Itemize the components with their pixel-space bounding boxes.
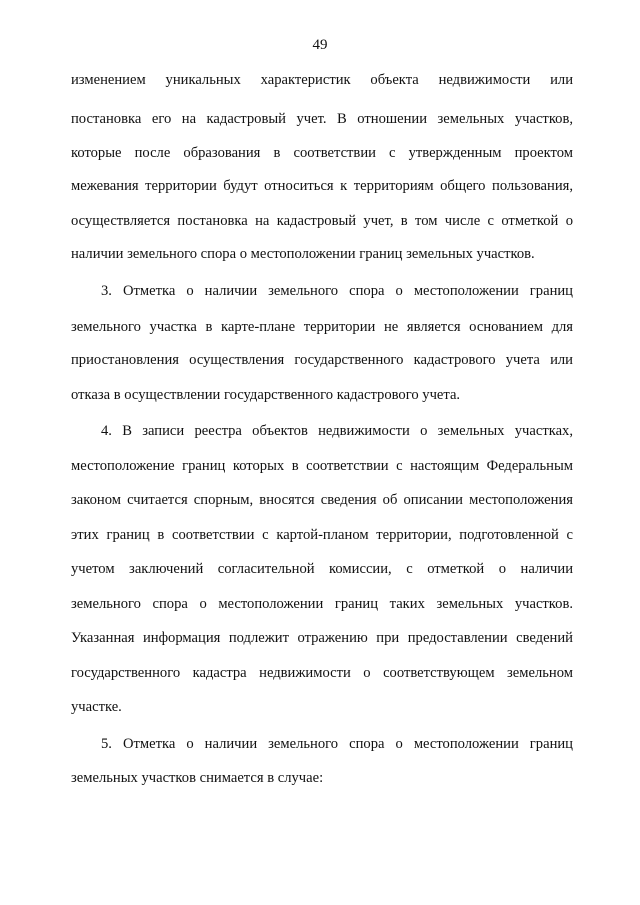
text-line: которые после образования в соответствии с утвержденным проектом [71, 145, 573, 161]
text-line: учетом заключений согласительной комиссии, с отметкой о наличии [71, 561, 573, 577]
text-line: государственного кадастра недвижимости о соответствующем земельном [71, 665, 573, 681]
text-line: земельного участка в карте-плане территории не является основанием для [71, 319, 573, 335]
text-line: земельных участков снимается в случае: [71, 770, 324, 786]
text-line: наличии земельного спора о местоположении границ земельных участков. [71, 246, 535, 262]
text-line: этих границ в соответствии с картой-планом территории, подготовленной с [71, 527, 573, 543]
text-line: приостановления осуществления государственного кадастрового учета или [71, 352, 573, 368]
text-line: 4. В записи реестра объектов недвижимости о земельных участках, [101, 423, 573, 439]
text-line: участке. [71, 699, 122, 715]
page-number: 49 [312, 37, 328, 53]
text-line: постановка его на кадастровый учет. В отношении земельных участков, [71, 111, 573, 127]
text-line: 3. Отметка о наличии земельного спора о местоположении границ [101, 283, 573, 299]
text-line: Указанная информация подлежит отражению при предоставлении сведений [71, 630, 573, 646]
text-line: 5. Отметка о наличии земельного спора о местоположении границ [101, 736, 573, 752]
text-line: осуществляется постановка на кадастровый учет, в том числе с отметкой о [71, 213, 573, 229]
text-line: законом считается спорным, вносятся сведения об описании местоположения [71, 492, 573, 508]
text-line: межевания территории будут относиться к территориям общего пользования, [71, 178, 573, 194]
text-line: местоположение границ которых в соответствии с настоящим Федеральным [71, 458, 573, 474]
text-line: изменением уникальных характеристик объекта недвижимости или [71, 72, 573, 88]
text-line: отказа в осуществлении государственного кадастрового учета. [71, 387, 461, 403]
text-line: земельного спора о местоположении границ таких земельных участков. [71, 596, 573, 612]
